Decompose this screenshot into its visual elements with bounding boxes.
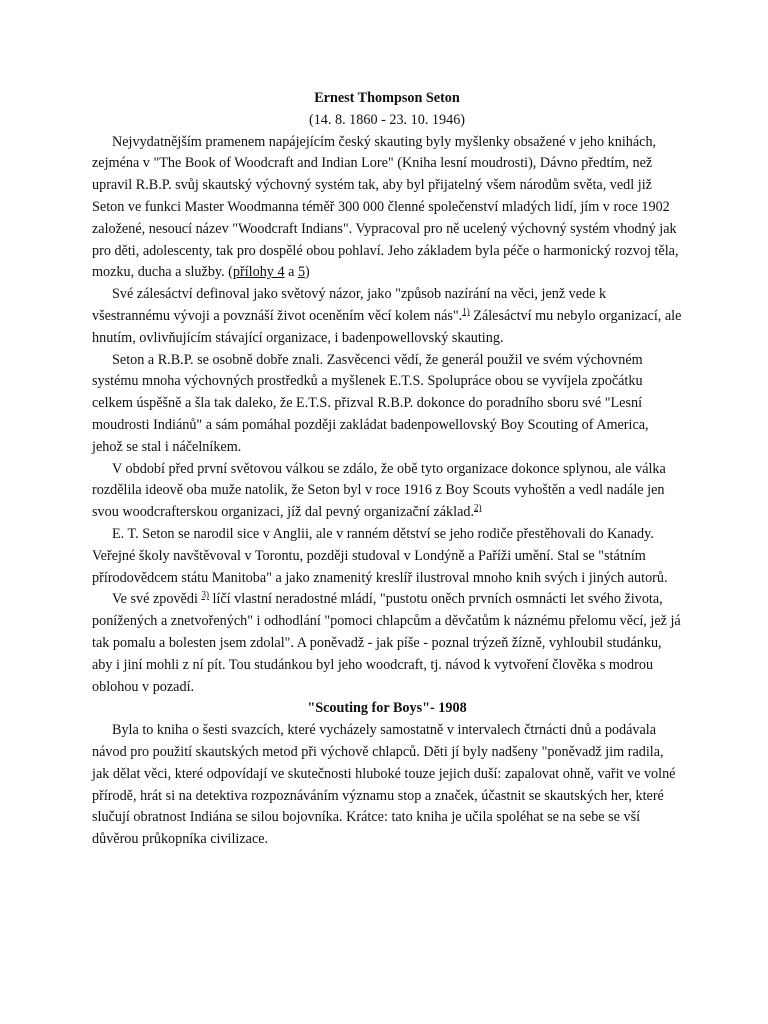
paragraph-1 bbox=[92, 132, 682, 285]
paragraph-1-mid: a bbox=[284, 264, 298, 281]
paragraph-2-text: Své zálesáctví definoval jako světový názor, jako "způsob nazírání na věci, jenž vede k všestrannému vývoji a povznáší život oceněním věcí kolem nás". bbox=[92, 286, 607, 324]
paragraph-2 bbox=[92, 284, 682, 349]
footnote-1-link[interactable]: 1) bbox=[462, 306, 470, 317]
footnote-3-link[interactable]: 3) bbox=[201, 589, 209, 600]
appendix-5-link[interactable]: 5 bbox=[297, 264, 306, 281]
paragraph-4 bbox=[92, 459, 682, 524]
life-dates: (14. 8. 1860 - 23. 10. 1946) bbox=[308, 111, 466, 128]
paragraph-3: Seton a R.B.P. se osobně dobře znali. Zasvěcenci vědí, že generál použil ve svém výchovném systému mnoha výchovných prostředků a myšlenek E.T.S. Spolupráce obou se vyvíjela zpočátku celkem úspěšně a šla tak daleko, že E.T.S. přizval R.B.P. dokonce do poradního sboru své "Lesní moudrosti Indiánů" a sám pomáhal později zakládat badenpowellovský Boy Scouting of America, jehož se stal i náčelníkem. bbox=[92, 351, 649, 455]
paragraph-6-text: líčí vlastní neradostné mládí, "pustotu oněch prvních osmnácti let svého života, ponížených a znetvořených" i odhodlání "pomoci chlapcům a děvčatům k náznému přelomu věcí, jež já tak pomalu a bolesten jsem zdolal". A poněvadž - jak píše - poznal trýzeň žízně, vyhloubil studánku, aby i jiní mohli z ní pít. Tou studánkou byl jeho woodcraft, tj. návod k vytvoření člověka s modrou oblohou v pozadí. bbox=[92, 591, 681, 695]
paragraph-4-text: V období před první světovou válkou se zdálo, že obě tyto organizace dokonce splynou, ale válka rozdělila ideově oba muže natolik, že Seton byl v roce 1916 z Boy Scouts vyhoštěn a vedl nadále jen svou woodcrafterskou organizaci, jíž dal pevný organizační základ. bbox=[92, 460, 666, 521]
paragraph-1-text: Nejvydatnějším pramenem napájejícím český skauting byly myšlenky obsažené v jeho knihách, zejména v "The Book of Woodcraft and Indian Lore" (Kniha lesní moudrosti), Dávno předtím, než upravil R.B.P. svůj skautský výchovný systém tak, aby byl přijatelný všem národům světa, vedl již Seton ve funkci Master Woodmanna téměř 300 000 členné společenství mladých lidí, jím v roce 1902 založené, nesoucí název "Woodcraft Indians". Vypracoval pro ně ucelený výchovný systém vhodný jak pro děti, adolescenty, tak pro dospělé obou pohlaví. Jeho základem byla péče o harmonický rozvoj těla, mozku, ducha a služby. ( bbox=[92, 133, 679, 281]
paragraph-1-end: ) bbox=[305, 264, 310, 281]
paragraph-6-start: Ve své zpovědi bbox=[112, 591, 202, 608]
appendix-4-link[interactable]: přílohy 4 bbox=[232, 264, 285, 281]
paragraph-5: E. T. Seton se narodil sice v Anglii, ale v ranném dětství se jeho rodiče přestěhovali do Kanady. Veřejné školy navštěvoval v Torontu, později studoval v Londýně a Paříži umění. Stal se "státním přírodovědcem státu Manitoba" a jako znamenitý kreslíř ilustroval mnoho knih svých i jiných autorů. bbox=[92, 525, 668, 586]
paragraph-2-tail: Zálesáctví mu nebylo organizací, ale hnutím, ovlivňujícím stávající organizace, i badenpowellovský skauting. bbox=[92, 307, 682, 346]
page-title: Ernest Thompson Seton bbox=[314, 90, 460, 106]
document-page bbox=[92, 88, 682, 851]
paragraph-6 bbox=[92, 589, 682, 698]
paragraph-7: Byla to kniha o šesti svazcích, které vycházely samostatně v intervalech čtrnácti dnů a podávala návod pro použití skautských metod při výchově chlapců. Děti jí byly nadšeny "poněvadž jim radila, jak dělat věci, které odpovídají ve skutečnosti hluboké touze jejich duší: zapalovat ohně, vařit ve volné přírodě, hrát si na detektiva rozpoznáváním významu stop a značek, účastnit se skautských her, které slučují obratnost Indiána se silou bojovníka. Krátce: tato kniha je učila spoléhat se na sebe se vší důvěrou průkopníka civilizace. bbox=[92, 722, 676, 848]
section-heading: "Scouting for Boys"- 1908 bbox=[307, 700, 467, 717]
footnote-2-link[interactable]: 2) bbox=[474, 502, 482, 513]
